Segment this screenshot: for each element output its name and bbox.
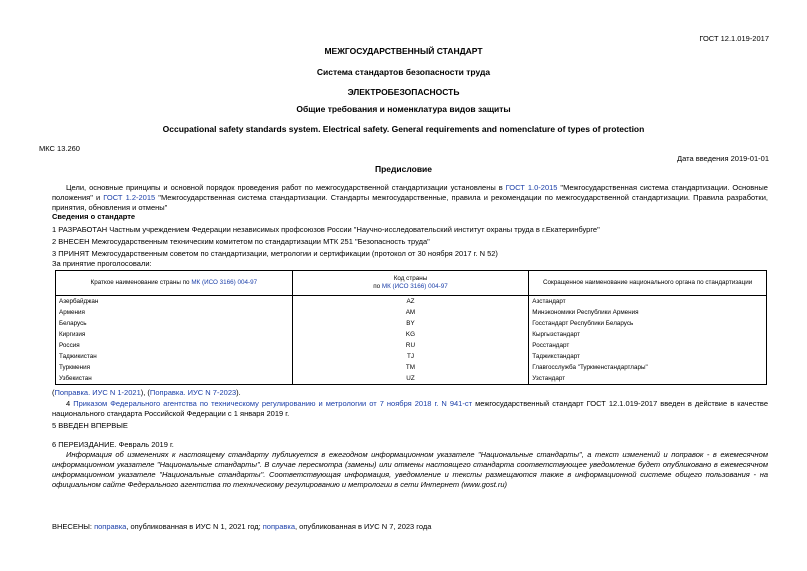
country-cell: Туркмения xyxy=(56,362,293,373)
body-cell: Главгосслужба "Туркменстандартлары" xyxy=(529,362,767,373)
country-cell: Россия xyxy=(56,340,293,351)
item-3: 3 ПРИНЯТ Межгосударственным советом по стандартизации, метрологии и сертификации (протокол от 30 ноября 2017 г. N 52) xyxy=(52,249,498,258)
foreword-paragraph xyxy=(52,183,768,213)
code-cell: RU xyxy=(292,340,529,351)
country-cell: Армения xyxy=(56,307,293,318)
country-cell: Киргизия xyxy=(56,329,293,340)
table-row xyxy=(56,296,767,308)
mks-code: МКС 13.260 xyxy=(39,144,80,153)
foreword-heading: Предисловие xyxy=(374,164,433,174)
body-cell: Узстандарт xyxy=(529,373,767,385)
gost-1-2-link[interactable]: ГОСТ 1.2-2015 xyxy=(103,193,156,203)
code-cell: UZ xyxy=(292,373,529,385)
country-cell: Узбекистан xyxy=(56,373,293,385)
code-cell: AM xyxy=(292,307,529,318)
code-cell: TJ xyxy=(292,351,529,362)
standard-system: Система стандартов безопасности труда xyxy=(316,67,491,77)
footer-amendment-link-1[interactable]: поправка xyxy=(94,522,127,531)
english-title: Occupational safety standards system. Electrical safety. General requirements and nomenclature of types of protection xyxy=(162,124,645,134)
body-cell: Кыргызстандарт xyxy=(529,329,767,340)
table-header-row xyxy=(56,271,767,296)
item-1: 1 РАЗРАБОТАН Частным учреждением Федерации независимых профсоюзов России "Научно-исследовательский институт охраны труда в г.Екатеринбурге" xyxy=(52,225,600,234)
body-cell: Минэкономики Республики Армения xyxy=(529,307,767,318)
footer-amendments: ВНЕСЕНЫ: поправка, опубликованная в ИУС N 1, 2021 год; поправка, опубликованная в ИУС N 7, 2023 года xyxy=(52,522,432,531)
body-cell: Азстандарт xyxy=(529,296,767,308)
table-row xyxy=(56,329,767,340)
country-cell: Азербайджан xyxy=(56,296,293,308)
countries-table xyxy=(55,270,767,385)
mk-iso-link[interactable]: МК (ИСО 3166) 004-97 xyxy=(381,283,448,290)
mk-iso-link[interactable]: МК (ИСО 3166) 004-97 xyxy=(191,279,258,287)
item-5: 5 ВВЕДЕН ВПЕРВЫЕ xyxy=(52,421,128,430)
gost-1-0-link[interactable]: ГОСТ 1.0-2015 xyxy=(505,183,558,192)
code-cell: BY xyxy=(292,318,529,329)
body-cell: Госстандарт Республики Беларусь xyxy=(529,318,767,329)
item-4: 4 Приказом Федерального агентства по техническому регулированию и метрологии от 7 ноября 2018 г. N 941-ст межгосударственный стандарт ГОСТ 12.1.019-2017 введен в действие в качестве национального стандарта Российской Федерации с 1 января 2019 г. xyxy=(52,399,768,419)
doc-code: ГОСТ 12.1.019-2017 xyxy=(699,34,769,43)
info-heading: Сведения о стандарте xyxy=(52,212,136,221)
table-row xyxy=(56,307,767,318)
col-code-header: Код страны по МК (ИСО 3166) 004-97 xyxy=(292,271,529,296)
country-cell: Беларусь xyxy=(56,318,293,329)
footer-amendment-link-2[interactable]: поправка xyxy=(262,522,295,531)
body-cell: Росстандарт xyxy=(529,340,767,351)
country-cell: Таджикистан xyxy=(56,351,293,362)
table-row xyxy=(56,351,767,362)
foreword-text: Цели, основные принципы и основной порядок проведения работ по межгосударственной стандартизации установлены в xyxy=(66,183,506,192)
voted-label: За принятие проголосовали: xyxy=(52,259,152,268)
table-row xyxy=(56,340,767,351)
foreword-text: "Межгосударственная система стандартизации. Стандарты межгосударственные, правила и рекомендации по межгосударственной стандартизации. Правила разработки, принятия, обновления и отмены" xyxy=(52,193,768,213)
col-body-header: Сокращенное наименование национального органа по стандартизации xyxy=(529,271,767,296)
item-2: 2 ВНЕСЕН Межгосударственным техническим комитетом по стандартизации МТК 251 "Безопасность труда" xyxy=(52,237,430,246)
code-cell: TM xyxy=(292,362,529,373)
table-row xyxy=(56,373,767,385)
amendments-line: (Поправка. ИУС N 1-2021), (Поправка. ИУС N 7-2023). xyxy=(52,388,241,397)
item-6: 6 ПЕРЕИЗДАНИЕ. Февраль 2019 г. xyxy=(52,440,174,449)
body-cell: Таджикстандарт xyxy=(529,351,767,362)
document-subtitle: Общие требования и номенклатура видов защиты xyxy=(296,104,511,114)
document-title: ЭЛЕКТРОБЕЗОПАСНОСТЬ xyxy=(347,87,460,97)
amendment-2023-link[interactable]: Поправка. ИУС N 7-2023 xyxy=(149,388,237,397)
info-note: Информация об изменениях к настоящему стандарту публикуется в ежегодном информационном указателе "Национальные стандарты", а текст изменений и поправок - в ежемесячном информационном указателе "Национальные стандарты". В случае пересмотра (замены) или отмены настоящего стандарта соответствующее уведомление будет опубликовано в ежемесячном информационном указателе "Национальные стандарты". Соответствующая информация, уведомление и тексты размещаются также в информационной системе общего пользования - на официальном сайте Федерального агентства по техническому регулированию и метрологии в сети Интернет (www.gost.ru) xyxy=(52,450,768,490)
standard-type: МЕЖГОСУДАРСТВЕННЫЙ СТАНДАРТ xyxy=(324,46,483,56)
amendment-2021-link[interactable]: Поправка. ИУС N 1-2021 xyxy=(54,388,141,397)
col-country-header: Краткое наименование страны по МК (ИСО 3166) 004-97 xyxy=(56,271,293,296)
foreword-text: "Межгосударственная система стандартизации. Основные положения" и xyxy=(52,183,768,203)
code-cell: AZ xyxy=(292,296,529,308)
code-cell: KG xyxy=(292,329,529,340)
table-row xyxy=(56,318,767,329)
table-row xyxy=(56,362,767,373)
rosstandart-order-link[interactable]: Приказом Федерального агентства по техническому регулированию и метрологии от 7 ноября 2018 г. N 941-ст xyxy=(73,399,473,408)
intro-date: Дата введения 2019-01-01 xyxy=(677,154,769,163)
